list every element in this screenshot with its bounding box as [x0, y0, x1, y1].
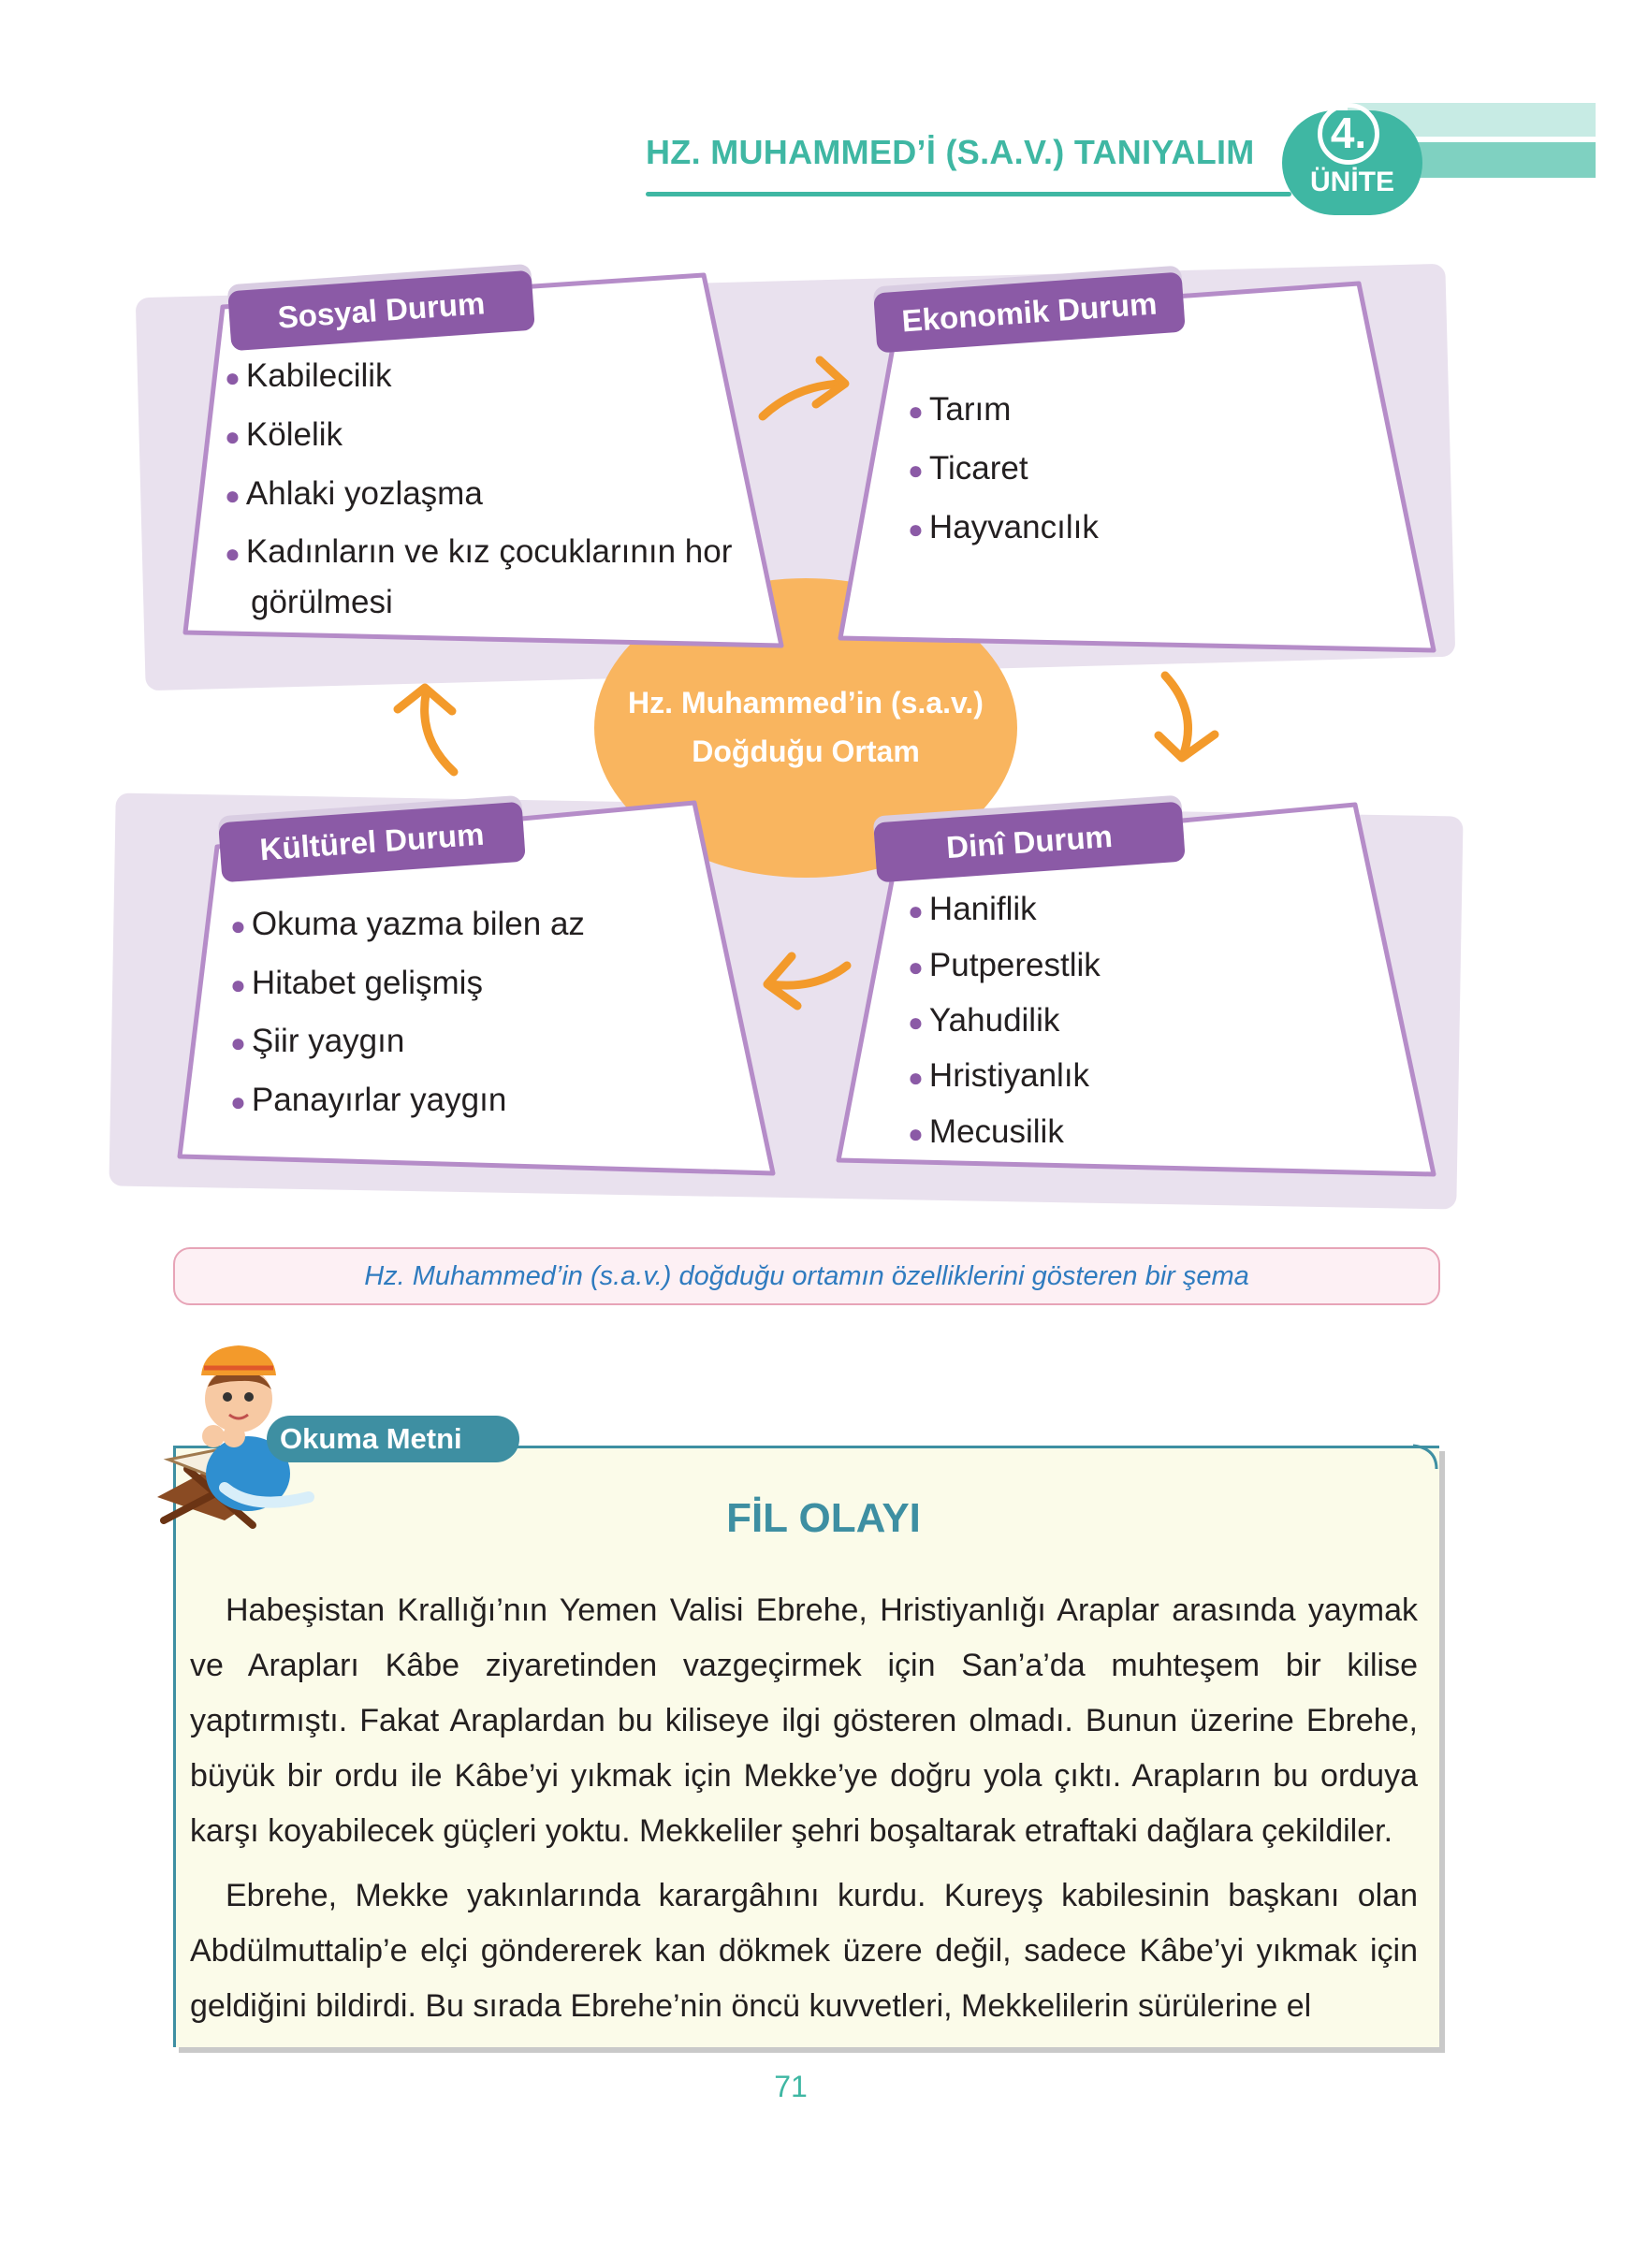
religious-item: ● Haniflik	[908, 891, 1037, 927]
bullet-icon: ●	[230, 969, 246, 999]
social-item: ● Ahlaki yozlaşma	[225, 475, 483, 512]
bullet-icon: ●	[908, 1118, 924, 1148]
page-number: 71	[774, 2070, 808, 2103]
reading-paragraph: Habeşistan Krallığı’nın Yemen Valisi Ebrehe, Hristiyanlığı Araplar arasında yaymak ve Arapları Kâbe ziyaretinden vazgeçirmek için San’a’da muhteşem bir kilise yaptırmıştı. Fakat Araplardan bu kiliseye ilgi gösteren olmadı. Bunun üzerine Ebrehe, büyük bir ordu ile Kâbe’yi yıkmak için Mekke’ye doğru yola çıktı. Arapların bu orduya karşı koyabilecek güçleri yoktu. Mekkeliler şehri boşaltarak etraftaki dağlara çekildiler.	[190, 1592, 1418, 1849]
cultural-item: ● Hitabet gelişmiş	[230, 965, 483, 1001]
bullet-icon: ●	[908, 1062, 924, 1092]
social-item: ● Kabilecilik	[225, 357, 392, 394]
religious-item: ● Hristiyanlık	[908, 1057, 1090, 1094]
bullet-icon: ●	[908, 895, 924, 925]
social-item-continuation: görülmesi	[251, 584, 393, 620]
economic-item: ● Hayvancılık	[908, 509, 1099, 545]
economic-item: ● Tarım	[908, 391, 1012, 428]
bullet-icon: ●	[225, 421, 241, 451]
religious-item: ● Mecusilik	[908, 1113, 1064, 1150]
bullet-icon: ●	[908, 1007, 924, 1037]
cultural-item: ● Şiir yaygın	[230, 1023, 405, 1059]
bullet-icon: ●	[908, 514, 924, 544]
reading-tag: Okuma Metni	[267, 1416, 519, 1462]
unit-number: 4.	[1318, 103, 1379, 165]
social-item: ● Kadınların ve kız çocuklarının hor	[225, 533, 733, 570]
religious-item: ● Yahudilik	[908, 1002, 1060, 1039]
social-title: Sosyal Durum	[227, 270, 535, 352]
cultural-item: ● Panayırlar yaygın	[230, 1082, 507, 1118]
economic-title: Ekonomik Durum	[873, 272, 1186, 354]
cultural-title: Kültürel Durum	[218, 802, 526, 883]
bullet-icon: ●	[230, 910, 246, 940]
page-title: HZ. MUHAMMED’İ (S.A.V.) TANIYALIM	[646, 133, 1255, 171]
bullet-icon: ●	[908, 396, 924, 426]
cultural-item: ● Okuma yazma bilen az	[230, 906, 585, 942]
economic-item: ● Ticaret	[908, 450, 1028, 487]
bullet-icon: ●	[908, 455, 924, 485]
bullet-icon: ●	[230, 1027, 246, 1057]
social-item: ● Kölelik	[225, 416, 343, 453]
bullet-icon: ●	[230, 1086, 246, 1116]
bullet-icon: ●	[225, 480, 241, 510]
reading-title: FİL OLAYI	[726, 1495, 921, 1541]
diagram-caption: Hz. Muhammed’in (s.a.v.) doğduğu ortamın özelliklerini gösteren bir şema	[173, 1247, 1440, 1305]
reading-paragraph: Ebrehe, Mekke yakınlarında karargâhını kurdu. Kureyş kabilesinin başkanı olan Abdülmuttalip’e elçi göndererek kan dökmek üzere değil, sadece Kâbe’yi yıkmak için geldiğini bildirdi. Bu sırada Ebrehe’nin öncü kuvvetleri, Mekkelilerin sürülerine el	[190, 1878, 1418, 2024]
bullet-icon: ●	[225, 362, 241, 392]
religious-item: ● Putperestlik	[908, 947, 1101, 983]
center-label-line2: Doğduğu Ortam	[692, 734, 920, 768]
unit-label: ÜNİTE	[1310, 167, 1394, 197]
religious-title: Dinî Durum	[873, 802, 1186, 883]
bullet-icon: ●	[225, 538, 241, 568]
bullet-icon: ●	[908, 952, 924, 981]
center-label-line1: Hz. Muhammed’in (s.a.v.)	[628, 686, 984, 720]
